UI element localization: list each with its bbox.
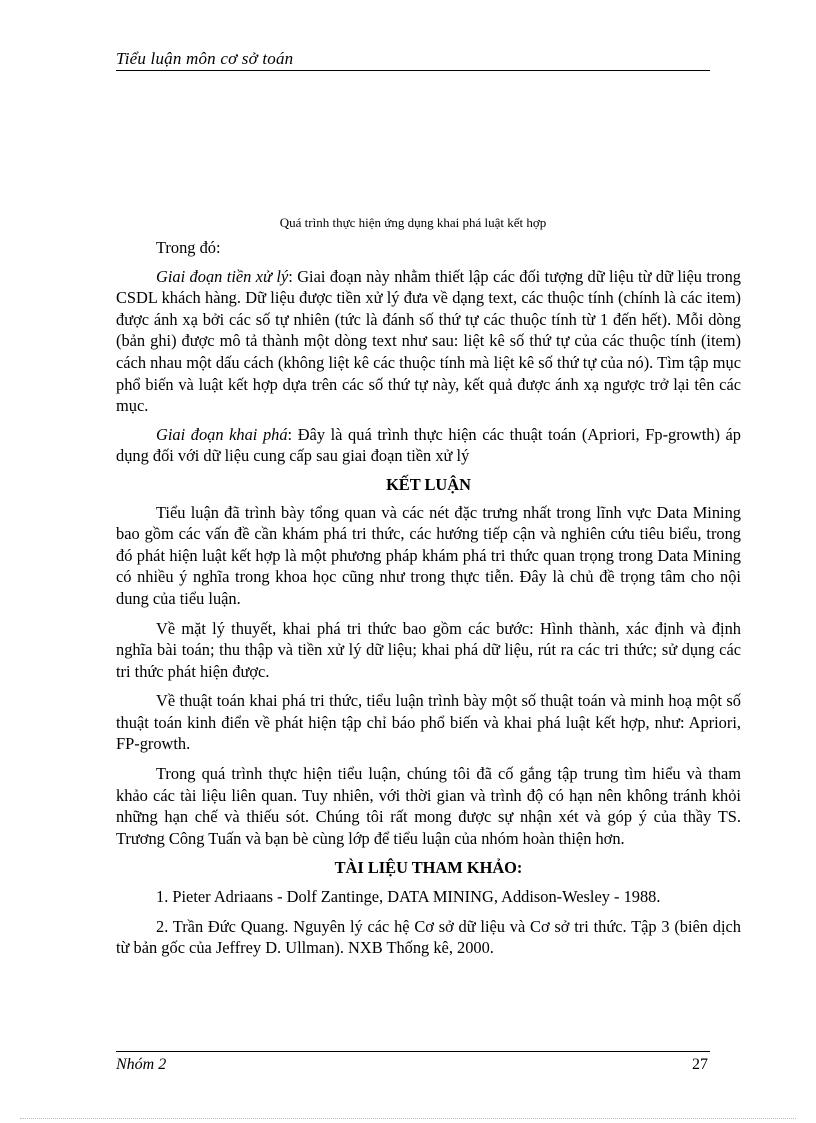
header-divider [116, 70, 710, 71]
header-title: Tiểu luận môn cơ sở toán [116, 49, 294, 68]
stage2-term: Giai đoạn khai phá [156, 424, 288, 444]
body-text [116, 237, 741, 967]
stage1-text: : Giai đoạn này nhằm thiết lập các đối tượng dữ liệu từ dữ liệu trong CSDL khách hàng. Dữ liệu được tiền xử lý đưa về dạng text, các thuộc tính (chính là các item) được ánh xạ bởi các số tự nhiên (tức là đánh số thứ tự các thuộc tính từ 1 đến hết). Mỗi dòng (bản ghi) được mô tả thành một dòng text như sau: liệt kê số thứ tự của các thuộc tính (item) cách nhau một dấu cách (không liệt kê các thuộc tính mà liệt kê số thứ tự của nó). Tìm tập mục phổ biến và luật kết hợp dựa trên các số thứ tự này, kết quả được ánh xạ ngược trở lại tên các mục. [116, 266, 742, 416]
footer-group-name: Nhóm 2 [116, 1056, 167, 1073]
figure-caption: Quá trình thực hiện ứng dụng khai phá luật kết hợp [279, 215, 547, 230]
intro-paragraph: Trong đó: [156, 238, 221, 257]
stage2-paragraph [116, 424, 741, 467]
stage1-term: Giai đoạn tiền xử lý [156, 266, 289, 286]
conclusion-paragraph: Về thuật toán khai phá tri thức, tiểu luận trình bày một số thuật toán và minh hoạ một số thuật toán kinh điển về phát hiện tập chỉ báo phổ biến và khai phá luật kết hợp, như: Apriori, FP-growth. [116, 691, 741, 754]
reference-item: 1. Pieter Adriaans - Dolf Zantinge, DATA MINING, Addison-Wesley - 1988. [156, 887, 661, 907]
conclusion-paragraph: Trong quá trình thực hiện tiểu luận, chúng tôi đã cố gắng tập trung tìm hiểu và tham khảo các tài liệu liên quan. Tuy nhiên, với thời gian và trình độ có hạn nên không tránh khỏi những hạn chế và thiếu sót. Chúng tôi rất mong được sự nhận xét và góp ý của thầy TS. Trương Công Tuấn và bạn bè cùng lớp để tiểu luận của nhóm hoàn thiện hơn. [116, 764, 741, 848]
references-heading: TÀI LIỆU THAM KHẢO: [334, 858, 523, 878]
conclusion-paragraph: Tiểu luận đã trình bày tổng quan và các nét đặc trưng nhất trong lĩnh vực Data Mining bao gồm các vấn đề cần khám phá tri thức, các hướng tiếp cận và nghiên cứu tiêu biểu, trong đó phát hiện luật kết hợp là một phương pháp khám phá tri thức quan trọng trong Data Mining có nhiều ý nghĩa trong khoa học cũng như trong thực tiễn. Đây là chủ đề trọng tâm cho nội dung của tiểu luận. [116, 502, 741, 608]
reference-item: 2. Trần Đức Quang. Nguyên lý các hệ Cơ sở dữ liệu và Cơ sở tri thức. Tập 3 (biên dịch từ bản gốc của Jeffrey D. Ullman). NXB Thống kê, 2000. [116, 916, 741, 958]
stage1-paragraph [116, 266, 741, 417]
page-bottom-edge [20, 1118, 796, 1119]
stage2-text: : Đây là quá trình thực hiện các thuật toán (Apriori, Fp-growth) áp dụng đối với dữ liệu cung cấp sau giai đoạn tiền xử lý [116, 424, 741, 466]
footer-divider [116, 1051, 710, 1052]
conclusion-paragraph: Về mặt lý thuyết, khai phá tri thức bao gồm các bước: Hình thành, xác định và định nghĩa bài toán; thu thập và tiền xử lý dữ liệu; khai phá dữ liệu, rút ra các tri thức; sử dụng các tri thức phát hiện được. [116, 618, 741, 681]
conclusion-heading: KẾT LUẬN [386, 474, 471, 494]
page-number: 27 [692, 1056, 708, 1073]
